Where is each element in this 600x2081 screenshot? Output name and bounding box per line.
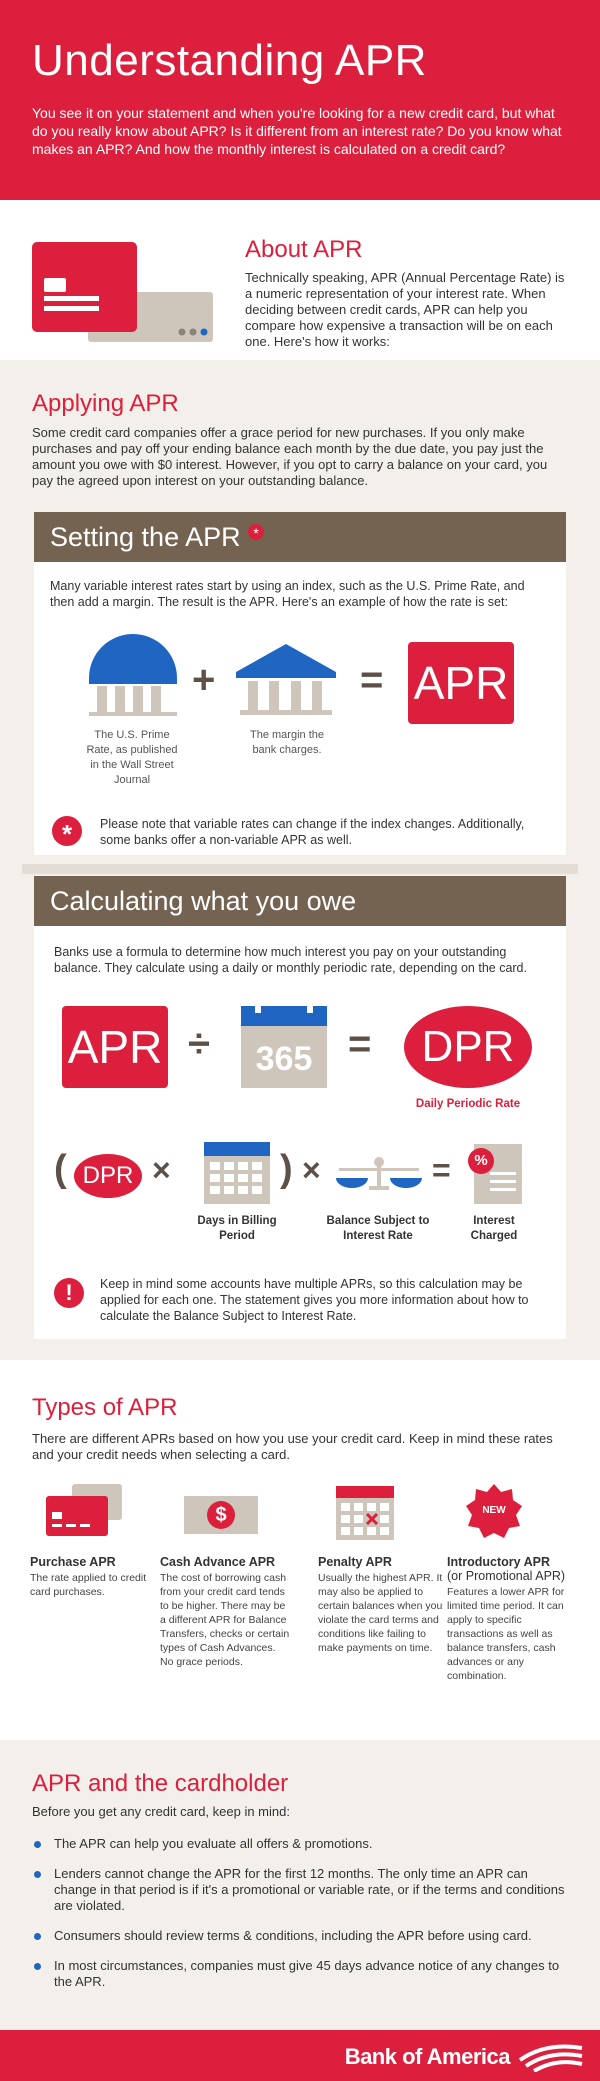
page-title: Understanding APR	[32, 36, 427, 85]
type-cash-advance	[160, 1555, 290, 1669]
apr-box: APR	[62, 1006, 168, 1088]
cardholder-lead: Before you get any credit card, keep in mind:	[32, 1804, 290, 1819]
calendar-365-icon	[241, 1006, 327, 1088]
hero-intro: You see it on your statement and when you're looking for a new credit card, but what do you really know about APR? Is it different from an interest rate? Do you know what makes an APR? And how the monthly interest is calculated on a credit card?	[32, 105, 562, 157]
list-item: In most circumstances, companies must give 45 days advance notice of any changes to the APR.	[32, 1958, 568, 1990]
percent-badge: %	[468, 1148, 494, 1174]
types-title: Types of APR	[32, 1394, 178, 1421]
calculating-title: Calculating what you owe	[50, 886, 357, 916]
type-title: Penalty APR	[318, 1555, 392, 1569]
dpr-oval: DPR	[404, 1006, 532, 1088]
setting-apr-title: Setting the APR	[50, 522, 241, 552]
dpr-caption: Daily Periodic Rate	[415, 1098, 521, 1110]
list-item: Consumers should review terms & conditions, including the APR before using card.	[32, 1928, 568, 1944]
asterisk-badge: *	[248, 524, 264, 540]
divide-sign: ÷	[188, 1022, 210, 1066]
dollar-badge: $	[207, 1501, 235, 1529]
cardholder-list	[32, 1836, 568, 2004]
credit-cards-illustration	[32, 240, 217, 350]
penalty-calendar-icon	[336, 1486, 394, 1540]
section-divider	[22, 864, 578, 874]
applying-body: Some credit card companies offer a grace period for new purchases. If you only make purchases and pay off your ending balance each month by the due date, you pay just the amount you owe with $0 interest. However, if you opt to carry a balance on your card, you pay the agreed upon interest on your outstanding balance.	[32, 425, 548, 488]
hero-banner	[0, 0, 600, 200]
brand-logo-text[interactable]: Bank of America	[344, 2044, 510, 2069]
calculating-header	[34, 876, 566, 926]
equals-sign: =	[360, 658, 384, 702]
setting-apr-header	[34, 512, 566, 562]
new-badge-label: NEW	[482, 1505, 506, 1516]
about-title: About APR	[245, 236, 363, 263]
about-body: Technically speaking, APR (Annual Percentage Rate) is a numeric representation of your interest rate. When deciding between credit cards, APR can help you compare how expensive a transaction will be on each one. Here's how it works:	[245, 270, 565, 349]
times-sign: ×	[152, 1152, 171, 1188]
credit-card-icon	[46, 1484, 122, 1536]
plus-sign: +	[192, 658, 216, 702]
interest-caption: Interest Charged	[470, 1215, 518, 1242]
setting-apr-body: Many variable interest rates start by using an index, such as the U.S. Prime Rate, and then add a margin. The result is the APR. Here's an example of how the rate is set:	[50, 579, 525, 609]
calculating-card	[34, 876, 566, 1339]
type-desc: The cost of borrowing cash from your credit card tends to be higher. There may be a different APR for Balance Transfers, checks or certain types of Cash Advances. No grace periods.	[160, 1572, 290, 1668]
list-item: The APR can help you evaluate all offers & promotions.	[32, 1836, 568, 1852]
types-body: There are different APRs based on how you use your credit card. Keep in mind these rates and your credit needs when selecting a card.	[32, 1431, 553, 1462]
type-purchase	[30, 1555, 160, 1599]
paren-open: (	[54, 1148, 67, 1190]
about-section	[0, 200, 600, 360]
cash-bill-icon	[184, 1496, 258, 1534]
balance-caption: Balance Subject to Interest Rate	[326, 1215, 430, 1242]
applying-title: Applying APR	[32, 390, 179, 417]
types-section	[0, 1360, 600, 1740]
cardholder-section	[0, 1740, 600, 2030]
type-subtitle: (or Promotional APR)	[447, 1569, 566, 1583]
type-introductory	[447, 1555, 577, 1683]
note-asterisk-icon: *	[52, 816, 82, 846]
setting-apr-note: Please note that variable rates can change if the index changes. Additionally, some banks offer a non-variable APR as well.	[100, 817, 525, 847]
type-title: Introductory APR	[447, 1555, 551, 1569]
apr-box: APR	[408, 642, 514, 724]
type-desc: Features a lower APR for limited time period. It can apply to specific transactions as well as balance transfers, cash advances or any combination.	[447, 1586, 565, 1682]
margin-caption: The margin the bank charges.	[250, 729, 324, 756]
calculating-note: Keep in mind some accounts have multiple APRs, so this calculation may be applied for each one. The statement gives you more information about how to calculate the Balance Subject to Interest Rate.	[100, 1277, 529, 1323]
dpr-oval-small: DPR	[74, 1154, 142, 1198]
times-sign: ×	[302, 1152, 321, 1188]
prime-rate-caption: The U.S. Prime Rate, as published in the Wall Street Journal	[86, 729, 178, 786]
balance-scale-icon	[334, 1156, 424, 1192]
calculating-body: Banks use a formula to determine how much interest you pay on your outstanding balance. They calculate using a daily or monthly periodic rate, depending on the card.	[54, 945, 527, 975]
type-desc: Usually the highest APR. It may also be applied to certain balances when you violate the card terms and conditions like failing to make payments on time.	[318, 1572, 443, 1654]
bank-margin-building-icon	[236, 644, 336, 716]
prime-rate-building-icon	[87, 634, 179, 716]
paren-close: )	[280, 1148, 293, 1190]
applying-section	[0, 360, 600, 1360]
flag-logo-icon	[516, 2040, 586, 2072]
calendar-grid-icon	[204, 1142, 270, 1204]
interest-document-icon	[468, 1144, 522, 1204]
type-desc: The rate applied to credit card purchases.	[30, 1572, 147, 1598]
footer	[0, 2030, 600, 2081]
equals-sign: =	[348, 1022, 372, 1066]
type-penalty	[318, 1555, 448, 1655]
note-exclamation-icon: !	[54, 1278, 84, 1308]
type-title: Purchase APR	[30, 1555, 116, 1569]
equals-sign: =	[432, 1152, 451, 1188]
setting-apr-card	[34, 512, 566, 855]
days-caption: Days in Billing Period	[197, 1215, 277, 1242]
days-label: 365	[241, 1026, 327, 1088]
list-item: Lenders cannot change the APR for the first 12 months. The only time an APR can change in that period is if it's a promotional or variable rate, or if the terms and conditions are violated.	[32, 1866, 568, 1914]
cardholder-title: APR and the cardholder	[32, 1770, 289, 1797]
type-title: Cash Advance APR	[160, 1555, 276, 1569]
